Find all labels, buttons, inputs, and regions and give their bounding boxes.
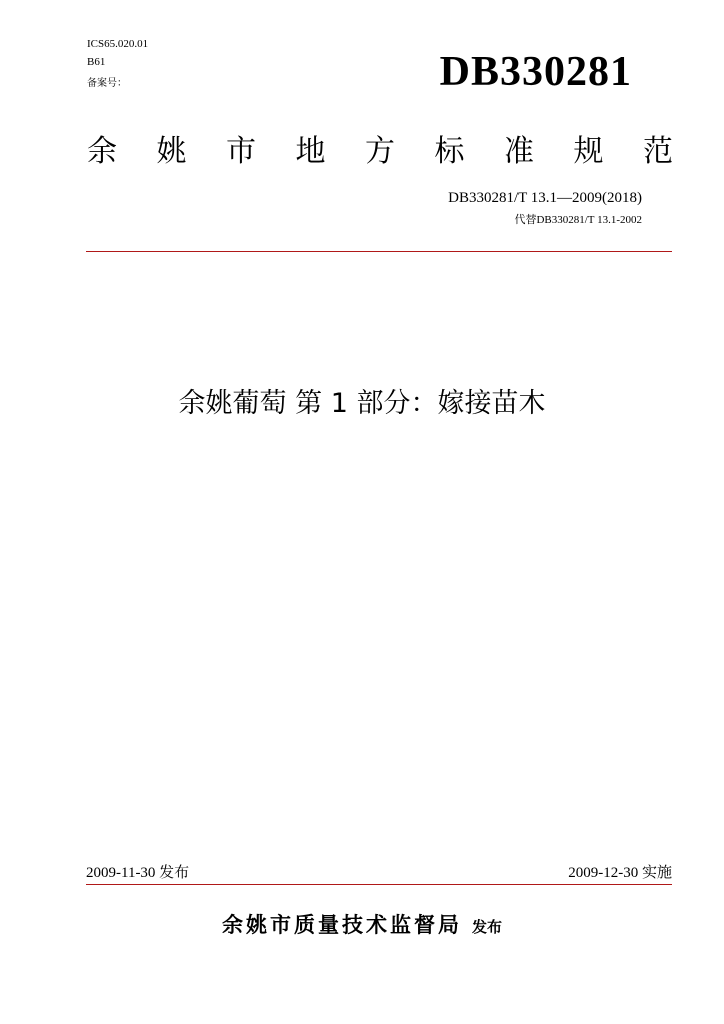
standard-type-char: 准	[504, 134, 534, 169]
standard-type-char: 范	[643, 134, 673, 169]
top-divider	[86, 251, 672, 252]
standard-type-char: 余	[87, 134, 117, 169]
publish-date: 2009-11-30 发布	[86, 865, 190, 881]
ics-code: ICS65.020.01	[87, 38, 149, 50]
document-title: 余姚葡萄 第 1 部分：嫁接苗木	[178, 388, 546, 419]
replaces-note: 代替DB330281/T 13.1-2002	[514, 214, 642, 226]
record-number-label: 备案号：	[87, 78, 127, 89]
bottom-divider	[86, 884, 672, 885]
implement-date: 2009-12-30 实施	[568, 865, 672, 881]
standard-type-char: 规	[573, 134, 604, 169]
standard-type-char: 方	[365, 134, 395, 169]
standard-type-char: 姚	[156, 134, 187, 169]
issuer-action: 发布	[471, 918, 502, 936]
standard-code-heading: DB330281	[439, 49, 632, 95]
issuer-name: 余姚市质量技术监督局	[221, 913, 462, 937]
standard-type-char: 地	[295, 134, 326, 169]
standard-type-title	[87, 133, 673, 171]
standard-type-char: 市	[226, 134, 256, 169]
category-code: B61	[87, 56, 106, 68]
issuer-line	[0, 910, 724, 942]
standard-number: DB330281/T 13.1—2009(2018)	[448, 190, 642, 206]
standard-type-char: 标	[434, 134, 465, 169]
